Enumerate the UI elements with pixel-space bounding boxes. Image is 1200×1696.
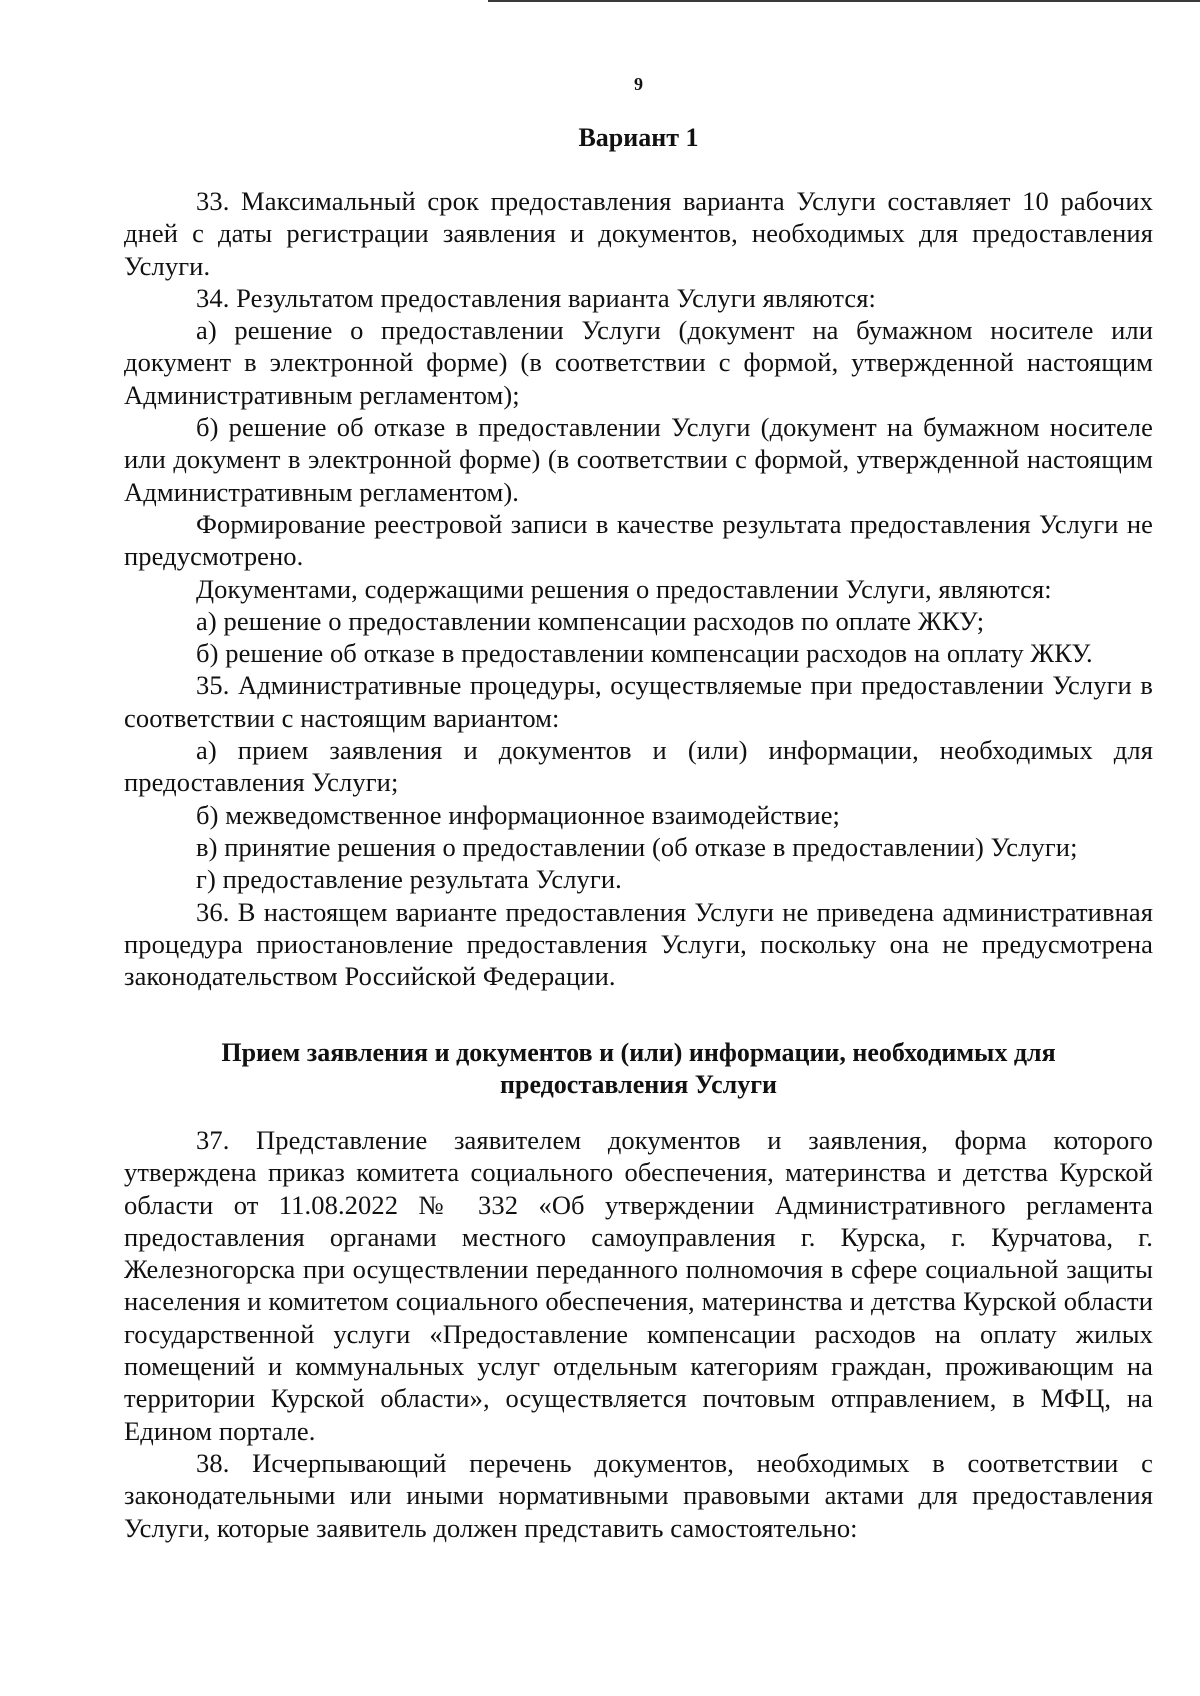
paragraph-35: 35. Административные процедуры, осуществляемые при предоставлении Услуги в соответствии с настоящим вариантом:: [124, 670, 1153, 733]
section-heading-variant-1: Вариант 1: [578, 123, 699, 152]
paragraph-38: 38. Исчерпывающий перечень документов, необходимых в соответствии с законодательными или иными нормативными правовыми актами для предоставления Услуги, которые заявитель должен представить самостоятельно:: [124, 1447, 1153, 1543]
section-heading-acceptance: Прием заявления и документов и (или) информации, необходимых для предоставления Услуги: [221, 1038, 1056, 1099]
paragraph-35-g: г) предоставление результата Услуги.: [196, 864, 622, 895]
section-2-body: [124, 1124, 1153, 1544]
paragraph-registry-note: Формирование реестровой записи в качестве результата предоставления Услуги не предусмотрено.: [124, 508, 1153, 572]
section-1-body: [124, 185, 1153, 992]
paragraph-36: 36. В настоящем варианте предоставления Услуги не приведена административная процедура приостановление предоставления Услуги, поскольку она не предусмотрена законодательством Российской Федерации.: [124, 896, 1153, 992]
paragraph-35-a: а) прием заявления и документов и (или) информации, необходимых для предоставления Услуги;: [124, 735, 1153, 798]
paragraph-35-b: б) межведомственное информационное взаимодействие;: [196, 799, 841, 830]
paragraph-33: 33. Максимальный срок предоставления варианта Услуги составляет 10 рабочих дней с даты регистрации заявления и документов, необходимых для предоставления Услуги.: [124, 186, 1153, 281]
page-number: 9: [634, 74, 643, 94]
scan-top-edge-line: [488, 0, 1200, 2]
paragraph-documents-a: а) решение о предоставлении компенсации расходов по оплате ЖКУ;: [196, 605, 985, 636]
paragraph-documents-intro: Документами, содержащими решения о предоставлении Услуги, являются:: [196, 573, 1052, 604]
paragraph-37: 37. Представление заявителем документов и заявления, форма которого утверждена приказ комитета социального обеспечения, материнства и детства Курской области от 11.08.2022 № 332 «Об утверждении Административного регламента предоставления органами местного самоуправления г. Курска, г. Курчатова, г. Железногорска при осуществлении переданного полномочия в сфере социальной защиты населения и комитетом социального обеспечения, материнства и детства Курской области государственной услуги «Предоставление компенсации расходов на оплату жилых помещений и коммунальных услуг отдельным категориям граждан, проживающим на территории Курской области», осуществляется почтовым отправлением, в МФЦ, на Едином портале.: [124, 1125, 1153, 1446]
paragraph-34-b: б) решение об отказе в предоставлении Услуги (документ на бумажном носителе или документ в электронной форме) (в соответствии с формой, утвержденной настоящим Административным регламентом).: [124, 412, 1153, 507]
paragraph-34-a: а) решение о предоставлении Услуги (документ на бумажном носителе или документ в электронной форме) (в соответствии с формой, утвержденной настоящим Административным регламентом);: [124, 315, 1153, 410]
paragraph-34: 34. Результатом предоставления варианта Услуги являются:: [196, 282, 876, 313]
paragraph-35-v: в) принятие решения о предоставлении (об отказе в предоставлении) Услуги;: [196, 831, 1078, 862]
paragraph-documents-b: б) решение об отказе в предоставлении компенсации расходов на оплату ЖКУ.: [196, 638, 1093, 669]
